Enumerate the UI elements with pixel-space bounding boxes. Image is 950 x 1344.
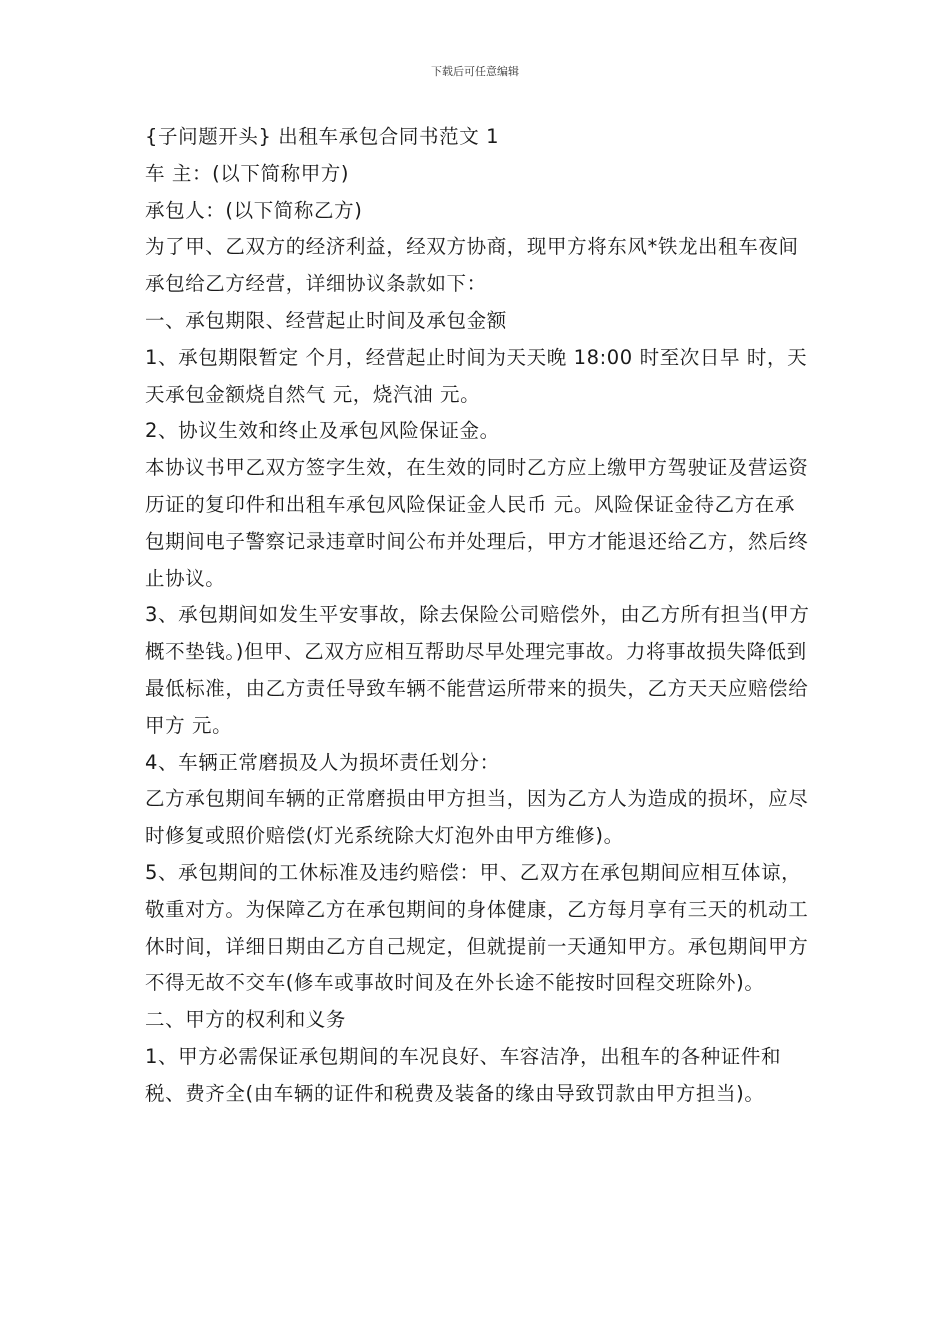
clause-1-2-body: 本协议书甲乙双方签字生效，在生效的同时乙方应上缴甲方驾驶证及营运资历证的复印件和出租车承包风险保证金人民币 元。风险保证金待乙方在承包期间电子警察记录违章时间公布并处理后，甲方才能退还给乙方，然后终止协议。 — [145, 456, 809, 590]
section-heading-2: 二、甲方的权利和义务 — [145, 1008, 347, 1032]
clause-1-4-heading: 4、车辆正常磨损及人为损坏责任划分： — [145, 750, 500, 774]
clause-2-1: 1、甲方必需保证承包期间的车况良好、车容洁净，出租车的各种证件和税、费齐全(由车辆的证件和税费及装备的缘由导致罚款由甲方担当)。 — [145, 1044, 782, 1105]
clause-1-3: 3、承包期间如发生平安事故，除去保险公司赔偿外，由乙方所有担当(甲方概不垫钱。)但甲、乙双方应相互帮助尽早处理完事故。力将事故损失降低到最低标准，由乙方责任导致车辆不能营运所带来的损失，乙方天天应赔偿给甲方 元。 — [145, 603, 810, 737]
preamble-paragraph: 为了甲、乙双方的经济利益，经双方协商，现甲方将东风*铁龙出租车夜间承包给乙方经营，详细协议条款如下： — [145, 235, 799, 296]
clause-1-4-body: 乙方承包期间车辆的正常磨损由甲方担当，因为乙方人为造成的损坏，应尽时修复或照价赔偿(灯光系统除大灯泡外由甲方维修)。 — [145, 787, 809, 848]
document-title: {子问题开头} 出租车承包合同书范文 1 — [145, 125, 500, 148]
section-heading-1: 一、承包期限、经营起止时间及承包金额 — [145, 308, 507, 332]
clause-1-5: 5、承包期间的工休标准及违约赔偿：甲、乙双方在承包期间应相互体谅，敬重对方。为保障乙方在承包期间的身体健康，乙方每月享有三天的机动工休时间，详细日期由乙方自己规定，但就提前一天通知甲方。承包期间甲方不得无故不交车(修车或事故时间及在外长途不能按时回程交班除外)。 — [145, 860, 809, 995]
document-body — [145, 119, 815, 1113]
party-b-line: 承包人：(以下简称乙方) — [145, 198, 363, 222]
clause-1-2-heading: 2、协议生效和终止及承包风险保证金。 — [145, 419, 500, 443]
party-a-line: 车 主：(以下简称甲方) — [145, 161, 350, 185]
clause-1-1: 1、承包期限暂定 个月，经营起止时间为天天晚 18:00 时至次日早 时，天天承包金额烧自然气 元，烧汽油 元。 — [145, 345, 808, 406]
page-header-note: 下载后可任意编辑 — [431, 65, 519, 78]
